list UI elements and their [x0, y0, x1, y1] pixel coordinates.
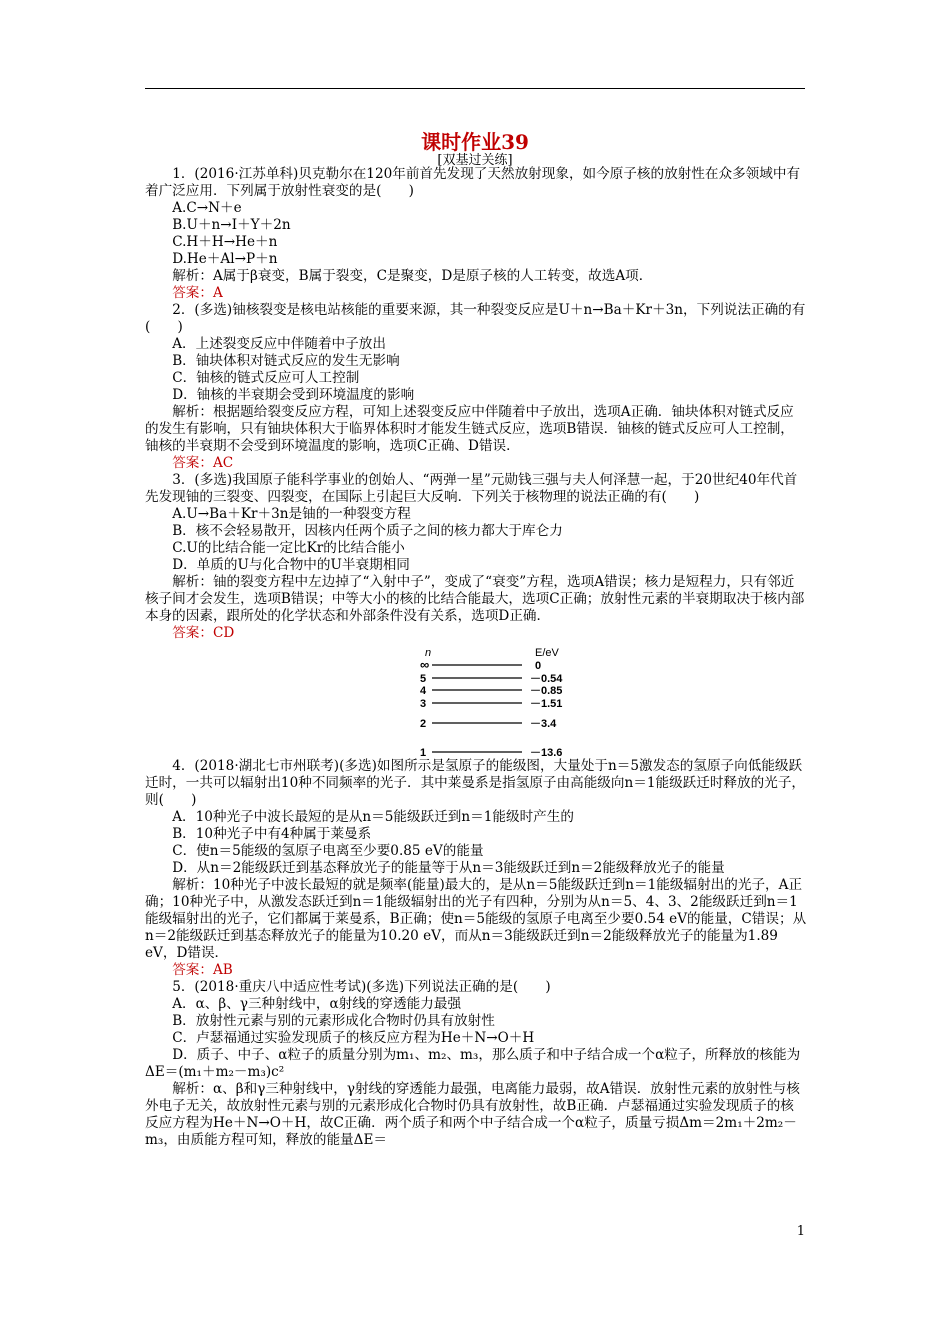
question-3-stem: 3．(多选)我国原子能科学事业的创始人、“两弹一星”元勋钱三强与夫人何泽慧一起，于20世纪40年代首先发现铀的三裂变、四裂变，在国际上引起巨大反响．下列关于核物理的说法正确的有( )	[145, 472, 798, 505]
diagram-e-header: E/eV	[535, 647, 559, 659]
level-n-label: 5	[420, 673, 427, 685]
option-4d: D．从n＝2能级跃迁到基态释放光子的能量等于从n＝3能级跃迁到n＝2能级释放光子的能量	[172, 860, 725, 876]
option-3a: A.U→Ba＋Kr＋3n是铀的一种裂变方程	[172, 506, 411, 522]
option-3c: C.U的比结合能一定比Kr的比结合能小	[172, 540, 405, 556]
question-1-stem: 1．(2016·江苏单科)贝克勒尔在120年前首先发现了天然放射现象，如今原子核的放射性在众多领域中有着广泛应用．下列属于放射性衰变的是( )	[145, 166, 801, 199]
option-5c: C．卢瑟福通过实验发现质子的核反应方程为He＋N→O＋H	[172, 1030, 535, 1046]
level-n-label: 2	[420, 718, 427, 730]
level-4	[420, 685, 562, 697]
question-5-stem: 5．(2018·重庆八中适应性考试)(多选)下列说法正确的是( )	[172, 979, 551, 995]
option-2c: C．铀核的链式反应可人工控制	[172, 370, 360, 386]
level-n-label: 3	[420, 698, 427, 710]
level-inf	[420, 657, 541, 672]
level-n-label: 4	[420, 685, 427, 697]
option-1d: D.He＋Al→P＋n	[172, 251, 278, 267]
diagram-n-header: n	[425, 647, 432, 659]
page-title: 课时作业39	[421, 130, 529, 154]
option-2a: A．上述裂变反应中伴随着中子放出	[172, 336, 386, 352]
level-n-label: ∞	[420, 657, 430, 672]
level-energy-label: 0	[535, 660, 542, 672]
option-1c: C.H＋H→He＋n	[172, 234, 278, 250]
answer-3: 答案：CD	[172, 625, 235, 641]
question-4-stem: 4．(2018·湖北七市州联考)(多选)如图所示是氢原子的能级图，大量处于n＝5激发态的氢原子向低能级跃迁时，一共可以辐射出10种不同频率的光子．其中莱曼系是指氢原子由高能级向n＝1能级跃迁时释放的光子，则( )	[145, 758, 806, 808]
level-3	[420, 698, 562, 710]
option-2d: D．铀核的半衰期会受到环境温度的影响	[172, 387, 415, 403]
level-1	[420, 747, 562, 758]
option-4b: B．10种光子中有4种属于莱曼系	[172, 826, 372, 842]
answer-2: 答案：AC	[172, 455, 234, 471]
level-energy-label: －1.51	[530, 698, 563, 710]
option-3d: D．单质的U与化合物中的U半衰期相同	[172, 557, 410, 573]
level-n-label: 1	[420, 747, 427, 758]
option-5a: A．α、β、γ三种射线中，α射线的穿透能力最强	[172, 996, 462, 1012]
level-energy-label: －0.85	[530, 685, 563, 697]
level-energy-label: －13.6	[530, 747, 563, 758]
energy-level-diagram	[145, 642, 807, 758]
level-5	[420, 673, 563, 685]
option-1b: B.U＋n→I＋Y＋2n	[172, 217, 291, 233]
option-4c: C．使n＝5能级的氢原子电离至少要0.85 eV的能量	[172, 843, 484, 859]
answer-4: 答案：AB	[172, 962, 233, 978]
option-2b: B．铀块体积对链式反应的发生无影响	[172, 353, 400, 369]
analysis-2: 解析：根据题给裂变反应方程，可知上述裂变反应中伴随着中子放出，选项A正确．铀块体积对链式反应的发生有影响，只有铀块体积大于临界体积时才能发生链式反应，选项B错误．铀核的链式反应可人工控制，铀核的半衰期不会受到环境温度的影响，选项C正确、D错误．	[145, 404, 794, 454]
analysis-5: 解析：α、β和γ三种射线中，γ射线的穿透能力最强，电离能力最弱，故A错误．放射性元素的放射性与核外电子无关，故放射性元素与别的元素形成化合物时仍具有放射性，故B正确．卢瑟福通过实验发现质子的核反应方程为He＋N→O＋H，故C正确．两个质子和两个中子结合成一个α粒子，质量亏损Δm＝2m₁＋2m₂－m₃，由质能方程可知，释放的能量ΔE＝	[145, 1081, 800, 1148]
analysis-4: 解析：10种光子中波长最短的就是频率(能量)最大的，是从n＝5能级跃迁到n＝1能级辐射出的光子，A正确；10种光子中，从激发态跃迁到n＝1能级辐射出的光子有四种，分别为从n＝5、4、3、2能级跃迁到n＝1能级辐射出的光子，它们都属于莱曼系，B正确；使n＝5能级的氢原子电离至少要0.54 eV的能量，C错误；从n＝2能级跃迁到基态释放光子的能量为10.20 eV，而从n＝3能级跃迁到n＝2能级释放光子的能量为1.89 eV，D错误．	[145, 877, 807, 961]
option-5d: D．质子、中子、α粒子的质量分别为m₁、m₂、m₃，那么质子和中子结合成一个α粒子，所释放的核能为ΔE＝(m₁＋m₂－m₃)c²	[145, 1047, 801, 1080]
question-2-stem: 2．(多选)铀核裂变是核电站核能的重要来源，其一种裂变反应是U＋n→Ba＋Kr＋3n，下列说法正确的有( )	[145, 302, 806, 335]
section-subtitle: [双基过关练]	[437, 153, 513, 168]
level-2	[420, 718, 557, 730]
level-energy-label: －3.4	[530, 718, 557, 730]
option-3b: B．核不会轻易散开，因核内任两个质子之间的核力都大于库仑力	[172, 523, 563, 539]
analysis-1: 解析：A属于β衰变，B属于裂变，C是聚变，D是原子核的人工转变，故选A项．	[172, 268, 653, 284]
level-energy-label: －0.54	[530, 673, 563, 685]
answer-1: 答案：A	[172, 285, 223, 301]
document-body	[145, 166, 807, 1149]
header-rule	[145, 88, 805, 89]
option-5b: B．放射性元素与别的元素形成化合物时仍具有放射性	[172, 1013, 495, 1029]
option-4a: A．10种光子中波长最短的是从n＝5能级跃迁到n＝1能级时产生的	[172, 809, 574, 825]
option-1a: A.C→N＋e	[172, 200, 242, 216]
analysis-3: 解析：铀的裂变方程中左边掉了“入射中子”，变成了“衰变”方程，选项A错误；核力是短程力，只有邻近核子间才会发生，选项B错误；中等大小的核的比结合能最大，选项C正确；放射性元素的半衰期取决于核内部本身的因素，跟所处的化学状态和外部条件没有关系，选项D正确．	[145, 574, 805, 624]
page-number: 1	[796, 1224, 805, 1239]
